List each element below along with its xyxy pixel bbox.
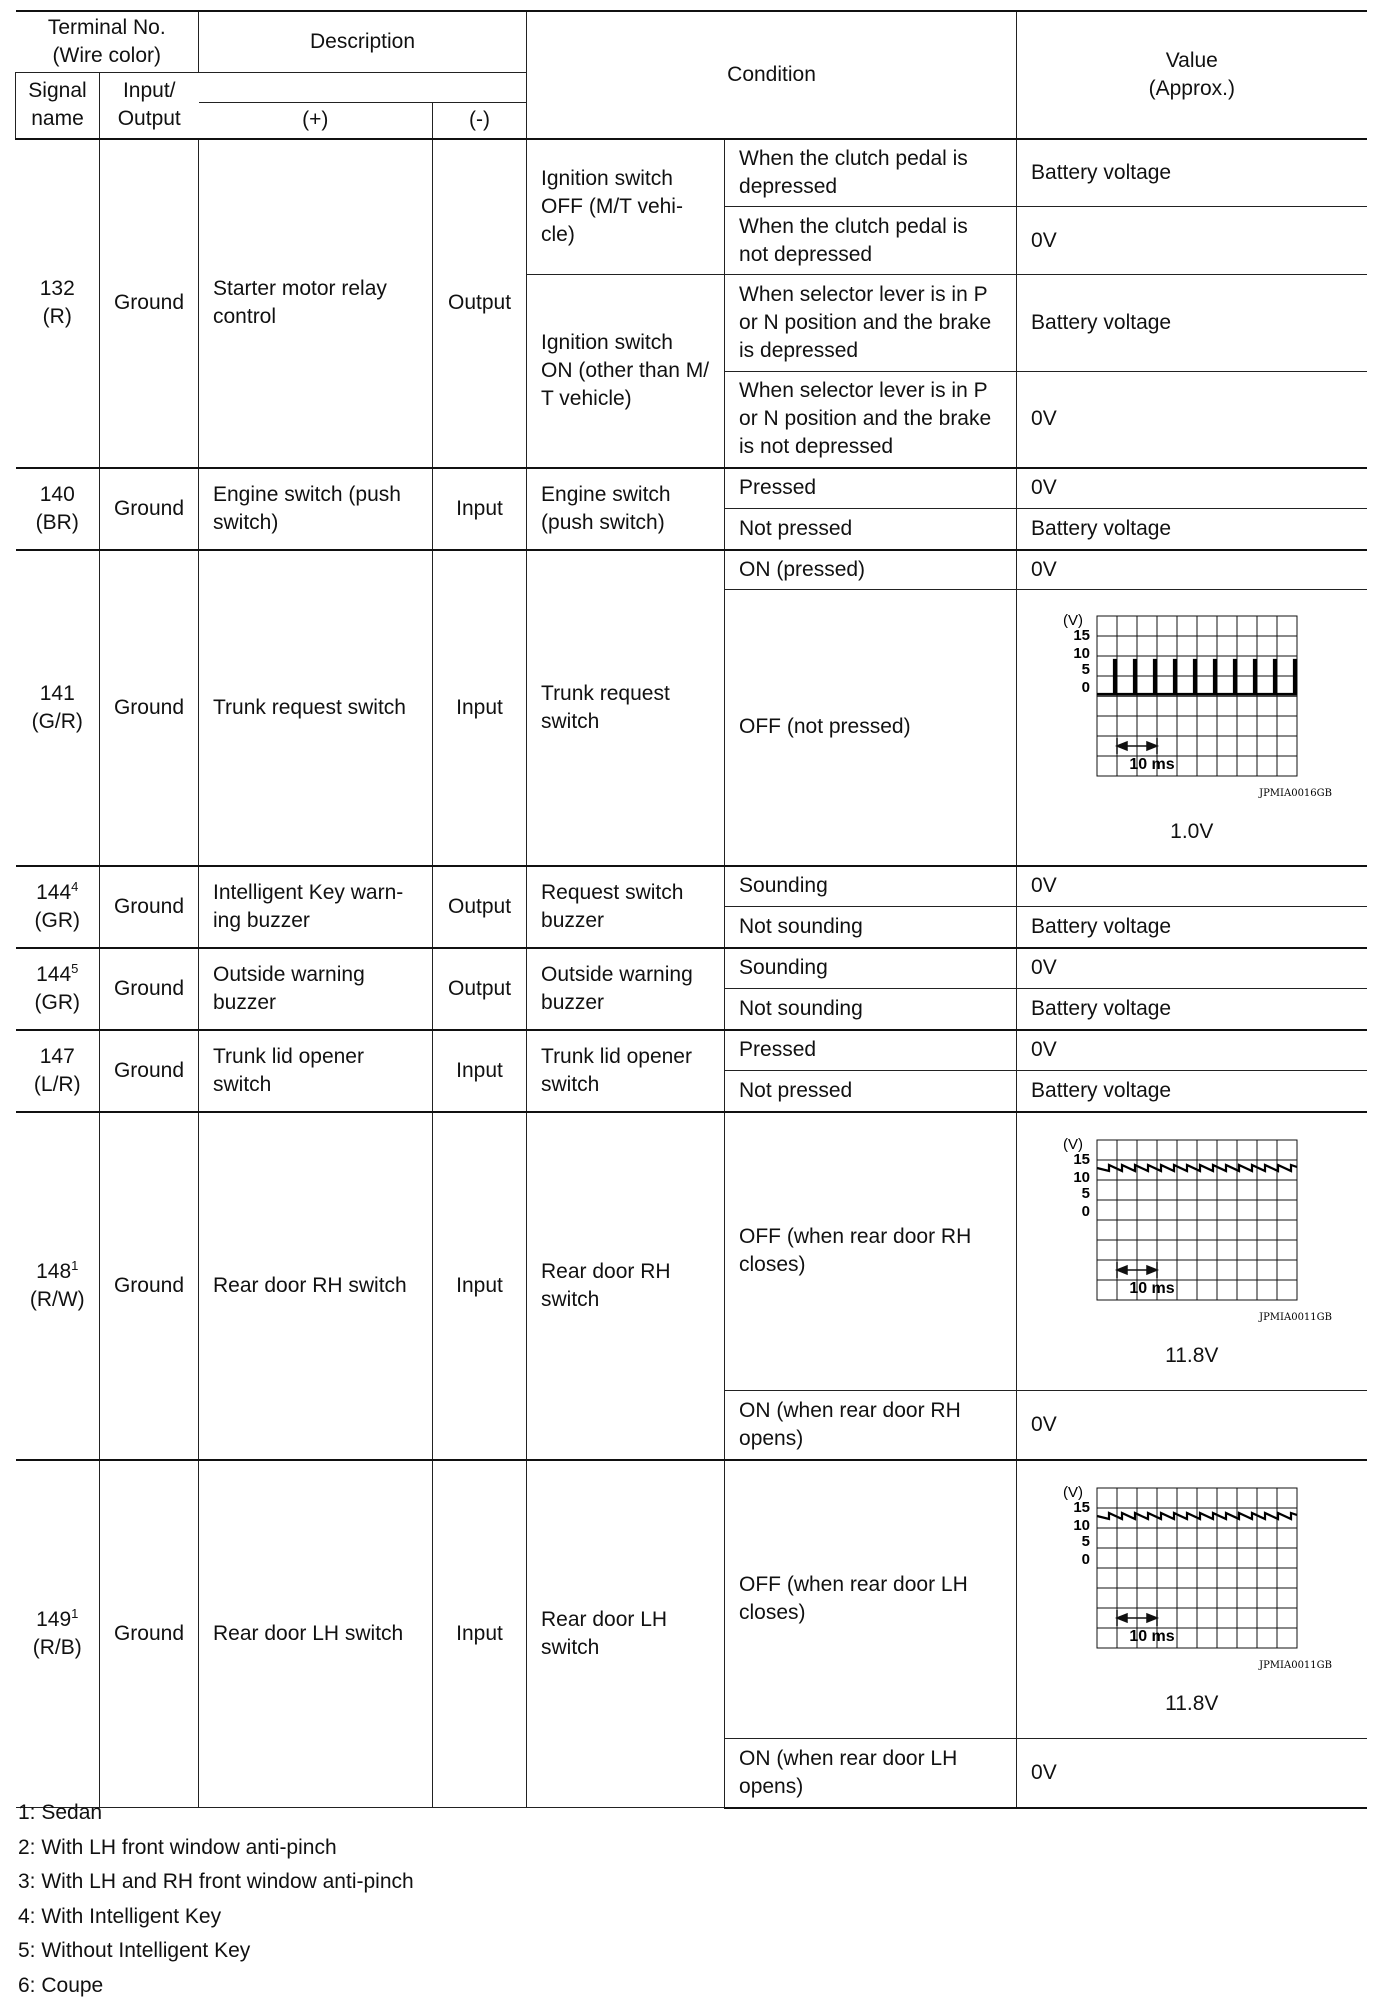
value: Battery voltage bbox=[1017, 139, 1367, 207]
footnote-ref: 4 bbox=[71, 879, 78, 894]
wire-color: (R) bbox=[43, 305, 72, 328]
signal-name: Trunk lid opener switch bbox=[199, 1030, 433, 1112]
terminal-table bbox=[15, 10, 1367, 1809]
header-terminal-no: Terminal No. bbox=[48, 16, 166, 39]
wave-time-label: 10 ms bbox=[1129, 1280, 1174, 1297]
ground-cell: Ground bbox=[100, 550, 199, 866]
wire-color: (R/W) bbox=[30, 1288, 85, 1311]
wave-grid bbox=[1097, 1140, 1297, 1300]
wave-grid bbox=[1097, 1488, 1297, 1648]
wire-color: (G/R) bbox=[32, 710, 83, 733]
terminal-number: 148 bbox=[36, 1260, 71, 1283]
figure-code: JPMIA0011GB bbox=[1258, 1312, 1332, 1323]
value-waveform bbox=[1017, 590, 1367, 866]
io-type: Input bbox=[433, 1112, 527, 1460]
wire-color: (R/B) bbox=[33, 1636, 82, 1659]
condition: OFF (when rear door LH closes) bbox=[725, 1460, 1017, 1739]
wave-time-label: 10 ms bbox=[1129, 1628, 1174, 1645]
condition-group: Ignition switch OFF (M/T vehi-cle) bbox=[527, 139, 725, 275]
wave-ytick: 5 bbox=[1081, 1185, 1089, 1202]
condition: Not pressed bbox=[725, 509, 1017, 550]
value: 0V bbox=[1017, 468, 1367, 509]
condition: Not pressed bbox=[725, 1071, 1017, 1112]
footnote-item: 2: With LH front window anti-pinch bbox=[18, 1831, 414, 1866]
header-description: Description bbox=[199, 11, 527, 73]
terminal-148 bbox=[16, 1112, 100, 1460]
wave-unit-label: (V) bbox=[1063, 612, 1083, 629]
condition: When the clutch pedal is not depressed bbox=[725, 207, 1017, 275]
wave-ytick: 0 bbox=[1081, 1203, 1089, 1220]
condition: OFF (when rear door RH closes) bbox=[725, 1112, 1017, 1391]
terminal-number: 149 bbox=[36, 1608, 71, 1631]
wave-ytick: 0 bbox=[1081, 679, 1089, 696]
terminal-140 bbox=[16, 468, 100, 550]
wave-time-label: 10 ms bbox=[1129, 756, 1174, 773]
condition: Not sounding bbox=[725, 989, 1017, 1030]
header-terminal bbox=[16, 11, 199, 73]
footnote-ref: 1 bbox=[71, 1606, 78, 1621]
terminal-144-5 bbox=[16, 948, 100, 1030]
wave-ytick: 5 bbox=[1081, 1533, 1089, 1550]
header-io-2: Output bbox=[118, 107, 181, 130]
terminal-number: 147 bbox=[40, 1045, 75, 1068]
terminal-141 bbox=[16, 550, 100, 866]
footnote-ref: 1 bbox=[71, 1258, 78, 1273]
signal-name: Starter motor relay control bbox=[199, 139, 433, 468]
condition: Sounding bbox=[725, 948, 1017, 989]
wire-color: (BR) bbox=[36, 511, 79, 534]
condition-group: Ignition switch ON (other than M/ T vehicle) bbox=[527, 275, 725, 468]
wave-ytick: 15 bbox=[1073, 1151, 1090, 1168]
io-type: Output bbox=[433, 866, 527, 948]
waveform-pulse-chart bbox=[1047, 608, 1337, 808]
waveform-sawtooth-chart bbox=[1047, 1480, 1337, 1680]
value: 0V bbox=[1017, 372, 1367, 468]
wave-unit-label: (V) bbox=[1063, 1136, 1083, 1153]
value: 0V bbox=[1017, 1739, 1367, 1808]
footnote-item: 5: Without Intelligent Key bbox=[18, 1934, 414, 1969]
terminal-number: 141 bbox=[40, 682, 75, 705]
wave-unit-label: (V) bbox=[1063, 1484, 1083, 1501]
io-type: Input bbox=[433, 468, 527, 550]
condition: When the clutch pedal is depressed bbox=[725, 139, 1017, 207]
signal-name: Rear door RH switch bbox=[199, 1112, 433, 1460]
condition: ON (when rear door LH opens) bbox=[725, 1739, 1017, 1808]
value-waveform bbox=[1017, 1112, 1367, 1391]
footnote-ref: 5 bbox=[71, 961, 78, 976]
ground-cell: Ground bbox=[100, 468, 199, 550]
wave-ytick: 0 bbox=[1081, 1551, 1089, 1568]
signal-name: Engine switch (push switch) bbox=[199, 468, 433, 550]
ground-cell: Ground bbox=[100, 139, 199, 468]
value: 0V bbox=[1017, 1030, 1367, 1071]
wave-ytick: 10 bbox=[1073, 1517, 1090, 1534]
value: Battery voltage bbox=[1017, 907, 1367, 948]
condition: Sounding bbox=[725, 866, 1017, 907]
wire-color: (GR) bbox=[35, 909, 81, 932]
condition: OFF (not pressed) bbox=[725, 590, 1017, 866]
wire-color: (L/R) bbox=[34, 1073, 81, 1096]
terminal-147 bbox=[16, 1030, 100, 1112]
io-type: Output bbox=[433, 948, 527, 1030]
header-value-approx: (Approx.) bbox=[1149, 77, 1235, 100]
terminal-number: 132 bbox=[40, 277, 75, 300]
condition-group: Trunk request switch bbox=[527, 550, 725, 866]
wave-ytick: 10 bbox=[1073, 1169, 1090, 1186]
condition-group: Rear door RH switch bbox=[527, 1112, 725, 1460]
header-plus: (+) bbox=[199, 103, 433, 139]
header-io-1: Input/ bbox=[123, 79, 176, 102]
condition-group: Trunk lid opener switch bbox=[527, 1030, 725, 1112]
io-type: Input bbox=[433, 1460, 527, 1808]
ground-cell: Ground bbox=[100, 1460, 199, 1808]
condition-group: Rear door LH switch bbox=[527, 1460, 725, 1808]
value: 11.8V bbox=[1023, 1342, 1361, 1370]
value: Battery voltage bbox=[1017, 509, 1367, 550]
wave-trace bbox=[1097, 660, 1297, 694]
io-type: Input bbox=[433, 550, 527, 866]
waveform-sawtooth-chart bbox=[1047, 1132, 1337, 1332]
header-input-output bbox=[100, 73, 199, 139]
ground-cell: Ground bbox=[100, 866, 199, 948]
ground-cell: Ground bbox=[100, 1112, 199, 1460]
signal-name: Rear door LH switch bbox=[199, 1460, 433, 1808]
signal-name: Outside warning buzzer bbox=[199, 948, 433, 1030]
value: 11.8V bbox=[1023, 1690, 1361, 1718]
value: 0V bbox=[1017, 207, 1367, 275]
header-value-label: Value bbox=[1166, 49, 1218, 72]
condition: When selector lever is in P or N position and the brake is depressed bbox=[725, 275, 1017, 372]
value: 0V bbox=[1017, 948, 1367, 989]
value: 0V bbox=[1017, 866, 1367, 907]
terminal-number: 144 bbox=[36, 963, 71, 986]
header-wire-color: (Wire color) bbox=[53, 44, 162, 67]
footnotes bbox=[18, 1796, 414, 2003]
header-minus: (-) bbox=[433, 103, 527, 139]
condition-group: Request switch buzzer bbox=[527, 866, 725, 948]
signal-name: Trunk request switch bbox=[199, 550, 433, 866]
wave-ytick: 10 bbox=[1073, 645, 1090, 662]
condition: ON (when rear door RH opens) bbox=[725, 1391, 1017, 1460]
value: 0V bbox=[1017, 1391, 1367, 1460]
figure-code: JPMIA0016GB bbox=[1258, 788, 1332, 799]
value: Battery voltage bbox=[1017, 1071, 1367, 1112]
condition-group: Engine switch (push switch) bbox=[527, 468, 725, 550]
terminal-149 bbox=[16, 1460, 100, 1808]
value: 1.0V bbox=[1023, 818, 1361, 846]
terminal-144-4 bbox=[16, 866, 100, 948]
wave-ytick: 15 bbox=[1073, 627, 1090, 644]
signal-name: Intelligent Key warn-ing buzzer bbox=[199, 866, 433, 948]
value: Battery voltage bbox=[1017, 275, 1367, 372]
ground-cell: Ground bbox=[100, 1030, 199, 1112]
io-type: Output bbox=[433, 139, 527, 468]
value: 0V bbox=[1017, 550, 1367, 590]
header-signal-name: Signal name bbox=[16, 73, 100, 139]
footnote-item: 6: Coupe bbox=[18, 1969, 414, 2003]
io-type: Input bbox=[433, 1030, 527, 1112]
terminal-number: 144 bbox=[36, 881, 71, 904]
header-condition: Condition bbox=[527, 11, 1017, 139]
condition: ON (pressed) bbox=[725, 550, 1017, 590]
condition: Pressed bbox=[725, 468, 1017, 509]
terminal-number: 140 bbox=[40, 483, 75, 506]
wave-ytick: 5 bbox=[1081, 661, 1089, 678]
wave-ytick: 15 bbox=[1073, 1499, 1090, 1516]
ground-cell: Ground bbox=[100, 948, 199, 1030]
header-value bbox=[1017, 11, 1367, 139]
value-waveform bbox=[1017, 1460, 1367, 1739]
condition: Pressed bbox=[725, 1030, 1017, 1071]
wire-color: (GR) bbox=[35, 991, 81, 1014]
figure-code: JPMIA0011GB bbox=[1258, 1660, 1332, 1671]
condition: Not sounding bbox=[725, 907, 1017, 948]
condition-group: Outside warning buzzer bbox=[527, 948, 725, 1030]
footnote-item: 1: Sedan bbox=[18, 1796, 414, 1831]
value: Battery voltage bbox=[1017, 989, 1367, 1030]
footnote-item: 4: With Intelligent Key bbox=[18, 1900, 414, 1935]
footnote-item: 3: With LH and RH front window anti-pinch bbox=[18, 1865, 414, 1900]
terminal-132 bbox=[16, 139, 100, 468]
condition: When selector lever is in P or N position and the brake is not depressed bbox=[725, 372, 1017, 468]
